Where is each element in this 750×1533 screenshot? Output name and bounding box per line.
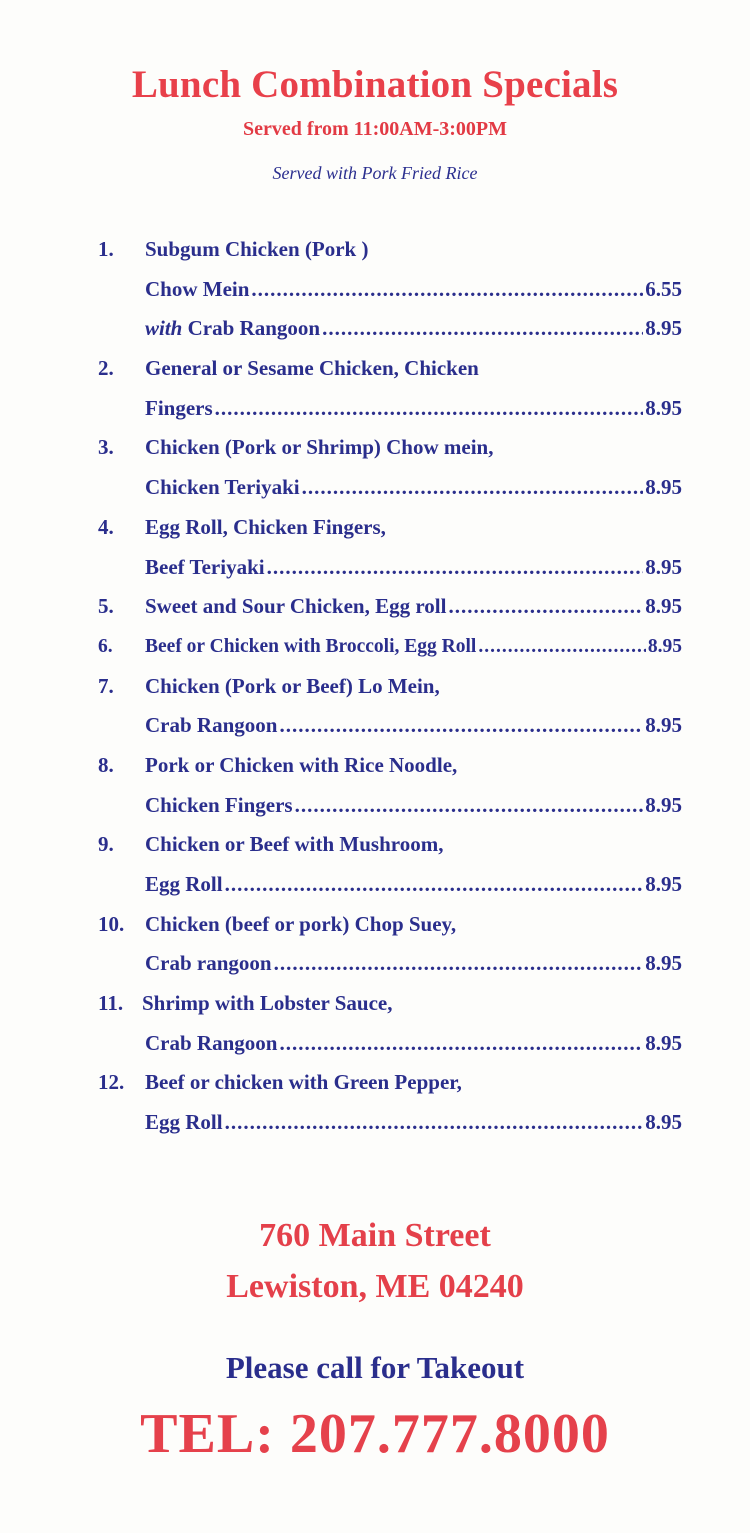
menu-item-11-line1	[98, 984, 682, 1024]
menu-item-12-line2	[98, 1103, 682, 1143]
menu-item-9-line2	[98, 865, 682, 905]
item-name: Chicken Fingers	[145, 792, 293, 817]
dot-leader	[295, 786, 644, 826]
menu-item-10-line2	[98, 944, 682, 984]
item-price: 8.95	[645, 395, 682, 420]
dot-leader	[448, 587, 643, 627]
item-name: Crab Rangoon	[145, 713, 278, 738]
item-name-rest: Crab Rangoon	[182, 316, 321, 341]
item-name: Chicken (Pork or Beef) Lo Mein,	[145, 673, 440, 698]
item-name: Beef Teriyaki	[145, 554, 265, 579]
menu-item-10-line1	[98, 905, 682, 945]
item-price: 8.95	[645, 1030, 682, 1055]
address-block	[0, 1210, 750, 1312]
takeout-note: Please call for Takeout	[225, 1350, 525, 1385]
item-number: 9.	[98, 832, 114, 857]
item-number: 8.	[98, 752, 114, 777]
item-number: 7.	[98, 673, 114, 698]
item-price: 8.95	[645, 475, 682, 500]
item-price: 8.95	[645, 316, 682, 341]
dot-leader	[225, 865, 644, 905]
menu-item-4-line1	[98, 508, 682, 548]
menu-item-2-line1	[98, 349, 682, 389]
item-with-italic: with	[145, 316, 183, 341]
menu-item-3-line2	[98, 468, 682, 508]
item-price: 6.55	[645, 276, 682, 301]
menu-item-8-line1	[98, 746, 682, 786]
item-number: 5.	[98, 594, 114, 619]
menu-item-2-line2	[98, 389, 682, 429]
item-name: Egg Roll	[145, 872, 223, 896]
menu-item-11-line2	[98, 1024, 682, 1064]
item-price: 8.95	[645, 1110, 682, 1135]
dot-leader	[225, 1103, 644, 1143]
item-name: Fingers	[145, 395, 213, 420]
dot-leader	[251, 270, 643, 310]
item-name: Pork or Chicken with Rice Noodle,	[145, 752, 458, 777]
dot-leader	[279, 706, 643, 746]
item-name: Shrimp with Lobster Sauce,	[142, 991, 393, 1016]
item-name: Crab rangoon	[145, 951, 272, 976]
menu-item-1-line1	[98, 230, 682, 270]
item-name: General or Sesame Chicken, Chicken	[145, 356, 479, 381]
menu-item-5	[98, 587, 682, 627]
item-number: 1.	[98, 237, 114, 261]
item-name: Subgum Chicken (Pork )	[145, 237, 369, 261]
menu-item-12-line1	[98, 1063, 682, 1103]
item-price: 8.95	[645, 554, 682, 579]
item-name: Chicken Teriyaki	[145, 475, 300, 500]
menu-item-4-line2	[98, 548, 682, 588]
menu-item-3-line1	[98, 428, 682, 468]
item-name	[145, 309, 320, 349]
item-name: Beef or Chicken with Broccoli, Egg Roll	[145, 635, 477, 657]
city-state-zip: Lewiston, ME 04240	[226, 1268, 524, 1305]
telephone-number: TEL: 207.777.8000	[140, 1403, 610, 1465]
item-name: Chicken (Pork or Shrimp) Chow mein,	[145, 435, 494, 460]
item-number: 2.	[98, 356, 114, 381]
dot-leader	[274, 944, 644, 984]
served-hours: Served from 11:00AM-3:00PM	[242, 118, 507, 140]
item-price: 8.95	[645, 594, 682, 619]
item-number: 4.	[98, 514, 114, 539]
menu-item-9-line1	[98, 825, 682, 865]
item-number: 10.	[98, 911, 125, 936]
item-number: 6.	[98, 635, 113, 657]
menu-item-8-line2	[98, 786, 682, 826]
item-price: 8.95	[645, 872, 682, 896]
dot-leader	[279, 1024, 643, 1064]
item-price: 8.95	[645, 713, 682, 738]
item-number: 11.	[98, 991, 124, 1016]
item-name: Chow Mein	[145, 276, 250, 301]
dot-leader	[322, 309, 643, 349]
dot-leader	[267, 548, 644, 588]
dot-leader	[302, 468, 644, 508]
menu-list	[98, 230, 682, 1143]
item-name: Crab Rangoon	[145, 1030, 278, 1055]
menu-item-1-line2	[98, 270, 682, 310]
item-price: 8.95	[645, 792, 682, 817]
street-address: 760 Main Street	[259, 1217, 491, 1254]
dot-leader	[478, 627, 646, 667]
item-number: 3.	[98, 435, 114, 460]
item-name: Beef or chicken with Green Pepper,	[145, 1070, 462, 1095]
item-number: 12.	[98, 1070, 125, 1095]
menu-item-7-line1	[98, 667, 682, 707]
item-price: 8.95	[645, 951, 682, 976]
item-name: Sweet and Sour Chicken, Egg roll	[145, 594, 447, 619]
item-name: Egg Roll, Chicken Fingers,	[145, 514, 386, 539]
item-name: Egg Roll	[145, 1110, 223, 1135]
item-name: Chicken (beef or pork) Chop Suey,	[145, 911, 457, 936]
menu-item-7-line2	[98, 706, 682, 746]
menu-item-1-line3	[98, 309, 682, 349]
menu-item-6	[98, 627, 682, 667]
served-with-note: Served with Pork Fried Rice	[272, 163, 478, 183]
menu-title: Lunch Combination Specials	[131, 63, 619, 106]
item-name: Chicken or Beef with Mushroom,	[145, 832, 444, 857]
item-price: 8.95	[647, 635, 682, 657]
dot-leader	[215, 389, 644, 429]
